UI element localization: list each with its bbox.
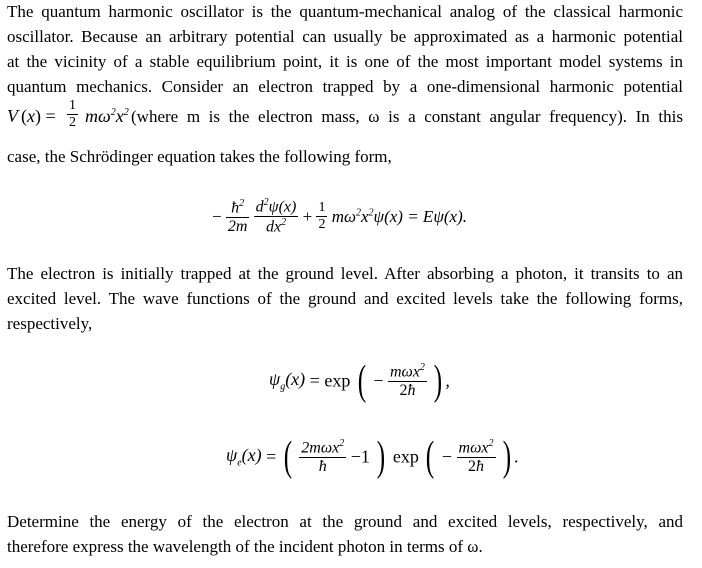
paragraph-intro bbox=[7, 0, 683, 99]
paragraph-levels bbox=[7, 261, 683, 336]
excited-wave-function: $\psi_e(x)$ = ( $\frac{2m\omega x^2}{ħ}$ −1 ) exp ( − $\frac{m\omega x^2}{2ħ}$ ) . bbox=[226, 434, 519, 480]
text-line: at the vicinity of a stable equilibrium point, it is one of the most important model systems in bbox=[7, 52, 683, 71]
schrodinger-equation: − $\frac{ħ^2}{2m}$ $\frac{d^2\psi(x)}{dx^2}$ + $\frac{1}{2}$ $m\omega^2x^2\psi(x) = E\psi(x)$. bbox=[212, 197, 467, 236]
potential-line: V (x) = $\frac{1}{2}$ $m\omega^2x^2$ (where m is the electron mass, ω is a constant angular frequency). In this bbox=[7, 98, 683, 130]
text-line: quantum mechanics. Consider an electron trapped by a one-dimensional harmonic potential bbox=[7, 77, 683, 96]
text-line: The quantum harmonic oscillator is the quantum-mechanical analog of the classical harmonic bbox=[7, 2, 683, 21]
ground-wave-function: $\psi_g(x) = \exp$ ( − $\frac{m\omega x^2}{2ħ}$ ) , bbox=[269, 358, 450, 404]
text-line: (where m is the electron mass, ω is a constant angular frequency). In this bbox=[131, 107, 683, 126]
text-line: Determine the energy of the electron at the ground and excited levels, respectively, and bbox=[7, 512, 683, 531]
text-line-block bbox=[7, 144, 683, 169]
text-line: case, the Schrödinger equation takes the following form, bbox=[7, 147, 392, 166]
text-line: respectively, bbox=[7, 314, 93, 333]
potential-equation: V bbox=[7, 106, 18, 126]
paragraph-question bbox=[7, 509, 683, 559]
text-line: The electron is initially trapped at the ground level. After absorbing a photon, it transits to an bbox=[7, 264, 683, 283]
text-line: therefore express the wavelength of the incident photon in terms of ω. bbox=[7, 537, 483, 556]
text-line: excited level. The wave functions of the ground and excited levels take the following forms, bbox=[7, 289, 683, 308]
text-line: oscillator. Because an arbitrary potential can usually be approximated as a harmonic potential bbox=[7, 27, 683, 46]
